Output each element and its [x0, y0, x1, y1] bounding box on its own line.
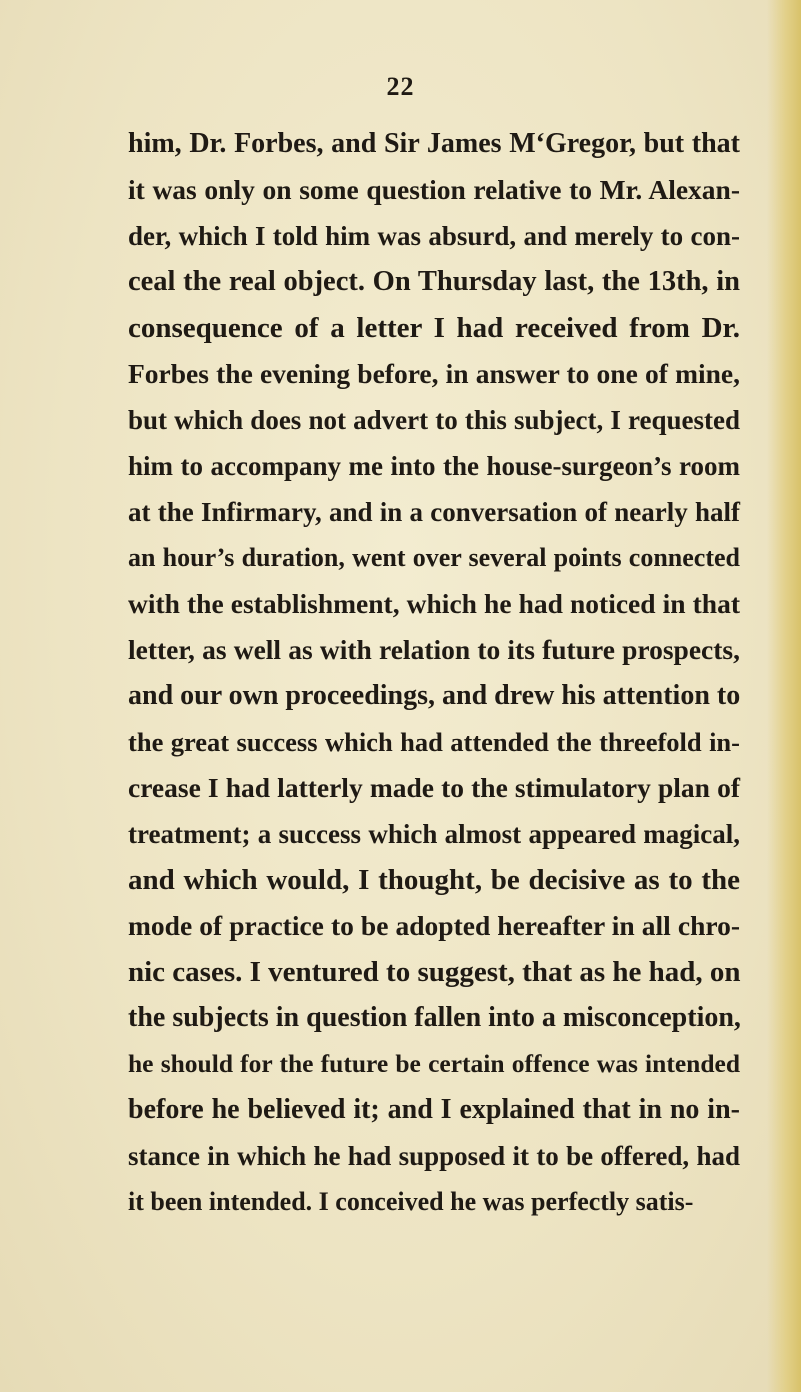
text-line: crease I had latterly made to the stimulatory plan of — [128, 772, 740, 803]
text-line: him to accompany me into the house-surgeon’s room — [128, 451, 740, 481]
text-line: and our own proceedings, and drew his attention to — [128, 680, 741, 711]
text-line: before he believed it; and I explained that in no in- — [128, 1094, 740, 1125]
text-line: consequence of a letter I had received from Dr. — [128, 312, 740, 344]
text-line: ceal the real object. On Thursday last, the 13th, in — [128, 266, 740, 297]
text-line: treatment; a success which almost appeared magical, — [128, 819, 740, 849]
text-line: at the Infirmary, and in a conversation of nearly half — [128, 497, 740, 527]
page-number: 22 — [386, 72, 415, 101]
text-line: nic cases. I ventured to suggest, that as he had, on — [128, 956, 741, 988]
text-line: it been intended. I conceived he was perfectly satis- — [128, 1187, 694, 1216]
text-line: letter, as well as with relation to its future prospects, — [128, 634, 740, 665]
page-edge-shadow — [767, 0, 801, 1392]
text-line: but which does not advert to this subject, I requested — [128, 405, 740, 435]
text-line: an hour’s duration, went over several points connected — [128, 543, 740, 572]
text-line: he should for the future be certain offence was intended — [128, 1049, 740, 1078]
text-line: it was only on some question relative to Mr. Alexan- — [128, 174, 740, 205]
text-line: mode of practice to be adopted hereafter in all chro- — [128, 910, 740, 941]
text-line: him, Dr. Forbes, and Sir James M‘Gregor, but that — [128, 128, 740, 159]
text-line: the subjects in question fallen into a misconception, — [128, 1002, 741, 1033]
text-line: der, which I told him was absurd, and merely to con- — [128, 221, 740, 251]
text-line: the great success which had attended the threefold in- — [128, 727, 740, 757]
text-line: stance in which he had supposed it to be offered, had — [128, 1141, 740, 1171]
text-line: Forbes the evening before, in answer to one of mine, — [128, 358, 740, 389]
text-line: and which would, I thought, be decisive as to the — [128, 864, 740, 896]
text-line: with the establishment, which he had noticed in that — [128, 588, 740, 619]
